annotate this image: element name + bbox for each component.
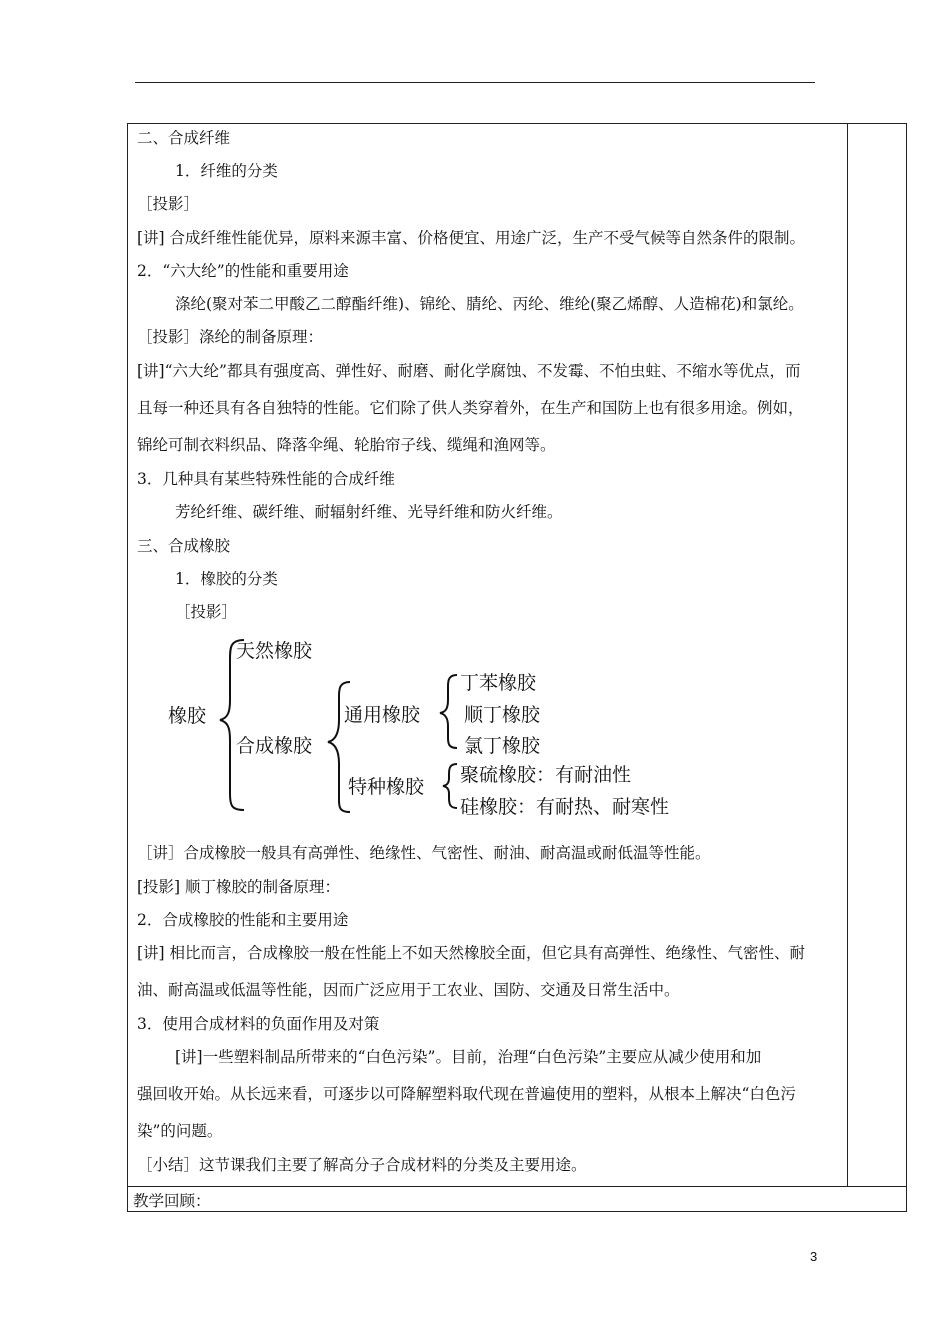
subheading-negative-effects: 3．使用合成材料的负面作用及对策 xyxy=(137,1015,380,1033)
header-rule xyxy=(135,82,815,83)
page-number: 3 xyxy=(810,1249,818,1264)
subheading-six-fibers: 2．“六大纶”的性能和重要用途 xyxy=(137,262,349,280)
diagram-special-rubber: 特种橡胶 xyxy=(348,776,425,798)
projection-note: [投影] 顺丁橡胶的制备原理： xyxy=(137,878,341,896)
subheading-special-fibers: 3．几种具有某些特殊性能的合成纤维 xyxy=(137,470,395,488)
diagram-polysulfide-rubber: 聚硫橡胶：有耐油性 xyxy=(460,764,632,786)
diagram-chloroprene-rubber: 氯丁橡胶 xyxy=(464,735,541,757)
paragraph-line: 且每一种还具有各自独特的性能。它们除了供人类穿着外，在生产和国防上也有很多用途。例如， xyxy=(137,399,804,417)
paragraph-line: 油、耐高温或低温等性能，因而广泛应用于工农业、国防、交通及日常生活中。 xyxy=(137,981,680,999)
section-heading-synthetic-fiber: 二、合成纤维 xyxy=(137,129,231,147)
diagram-synthetic-rubber: 合成橡胶 xyxy=(236,735,313,757)
teaching-review-label: 教学回顾： xyxy=(133,1192,211,1210)
diagram-natural-rubber: 天然橡胶 xyxy=(236,640,313,662)
brace-synthetic xyxy=(328,682,350,812)
paragraph-line: ［讲］合成橡胶一般具有高弹性、绝缘性、气密性、耐油、耐高温或耐低温等性能。 xyxy=(137,844,711,862)
diagram-silicone-rubber: 硅橡胶：有耐热、耐寒性 xyxy=(460,796,670,818)
paragraph-line: 强回收开始。从长远来看，可逐步以可降解塑料取代现在普遍使用的塑料，从根本上解决“白色污 xyxy=(137,1085,796,1103)
paragraph-line: 染”的问题。 xyxy=(137,1122,223,1140)
summary-line: ［小结］这节课我们主要了解高分子合成材料的分类及主要用途。 xyxy=(137,1156,587,1174)
projection-note: ［投影］涤纶的制备原理： xyxy=(137,328,324,346)
paragraph-line: 芳纶纤维、碳纤维、耐辐射纤维、光导纤维和防火纤维。 xyxy=(175,503,563,521)
diagram-sbr-rubber: 丁苯橡胶 xyxy=(460,672,537,694)
table-row-divider xyxy=(127,1186,907,1187)
projection-note: ［投影］ xyxy=(137,195,200,213)
subheading-rubber-classification: 1．橡胶的分类 xyxy=(175,570,278,588)
subheading-rubber-uses: 2．合成橡胶的性能和主要用途 xyxy=(137,911,349,929)
paragraph-line: [讲]一些塑料制品所带来的“白色污染”。目前，治理“白色污染”主要应从减少使用和加 xyxy=(175,1048,762,1066)
diagram-general-rubber: 通用橡胶 xyxy=(344,704,421,726)
subheading-fiber-classification: 1．纤维的分类 xyxy=(175,162,278,180)
brace-general xyxy=(440,675,457,748)
paragraph-line: [讲] 相比而言，合成橡胶一般在性能上不如天然橡胶全面，但它具有高弹性、绝缘性、气密性、耐 xyxy=(137,944,806,962)
table-column-divider xyxy=(847,123,848,1186)
rubber-classification-diagram xyxy=(160,630,720,830)
brace-root xyxy=(220,640,244,810)
paragraph-line: 锦纶可制衣料织品、降落伞绳、轮胎帘子线、缆绳和渔网等。 xyxy=(137,436,556,454)
diagram-butadiene-rubber: 顺丁橡胶 xyxy=(464,704,541,726)
paragraph-line: [讲]“六大纶”都具有强度高、弹性好、耐磨、耐化学腐蚀、不发霉、不怕虫蛀、不缩水等优点，而 xyxy=(137,362,801,380)
brace-special xyxy=(443,764,457,808)
paragraph-line: 涤纶(聚对苯二甲酸乙二醇酯纤维)、锦纶、腈纶、丙纶、维纶(聚乙烯醇、人造棉花)和氯纶。 xyxy=(175,295,804,313)
paragraph-line: [讲] 合成纤维性能优异，原料来源丰富、价格便宜、用途广泛，生产不受气候等自然条件的限制。 xyxy=(137,229,806,247)
section-heading-synthetic-rubber: 三、合成橡胶 xyxy=(137,537,231,555)
diagram-root-rubber: 橡胶 xyxy=(168,705,207,727)
projection-note: ［投影］ xyxy=(175,603,238,621)
